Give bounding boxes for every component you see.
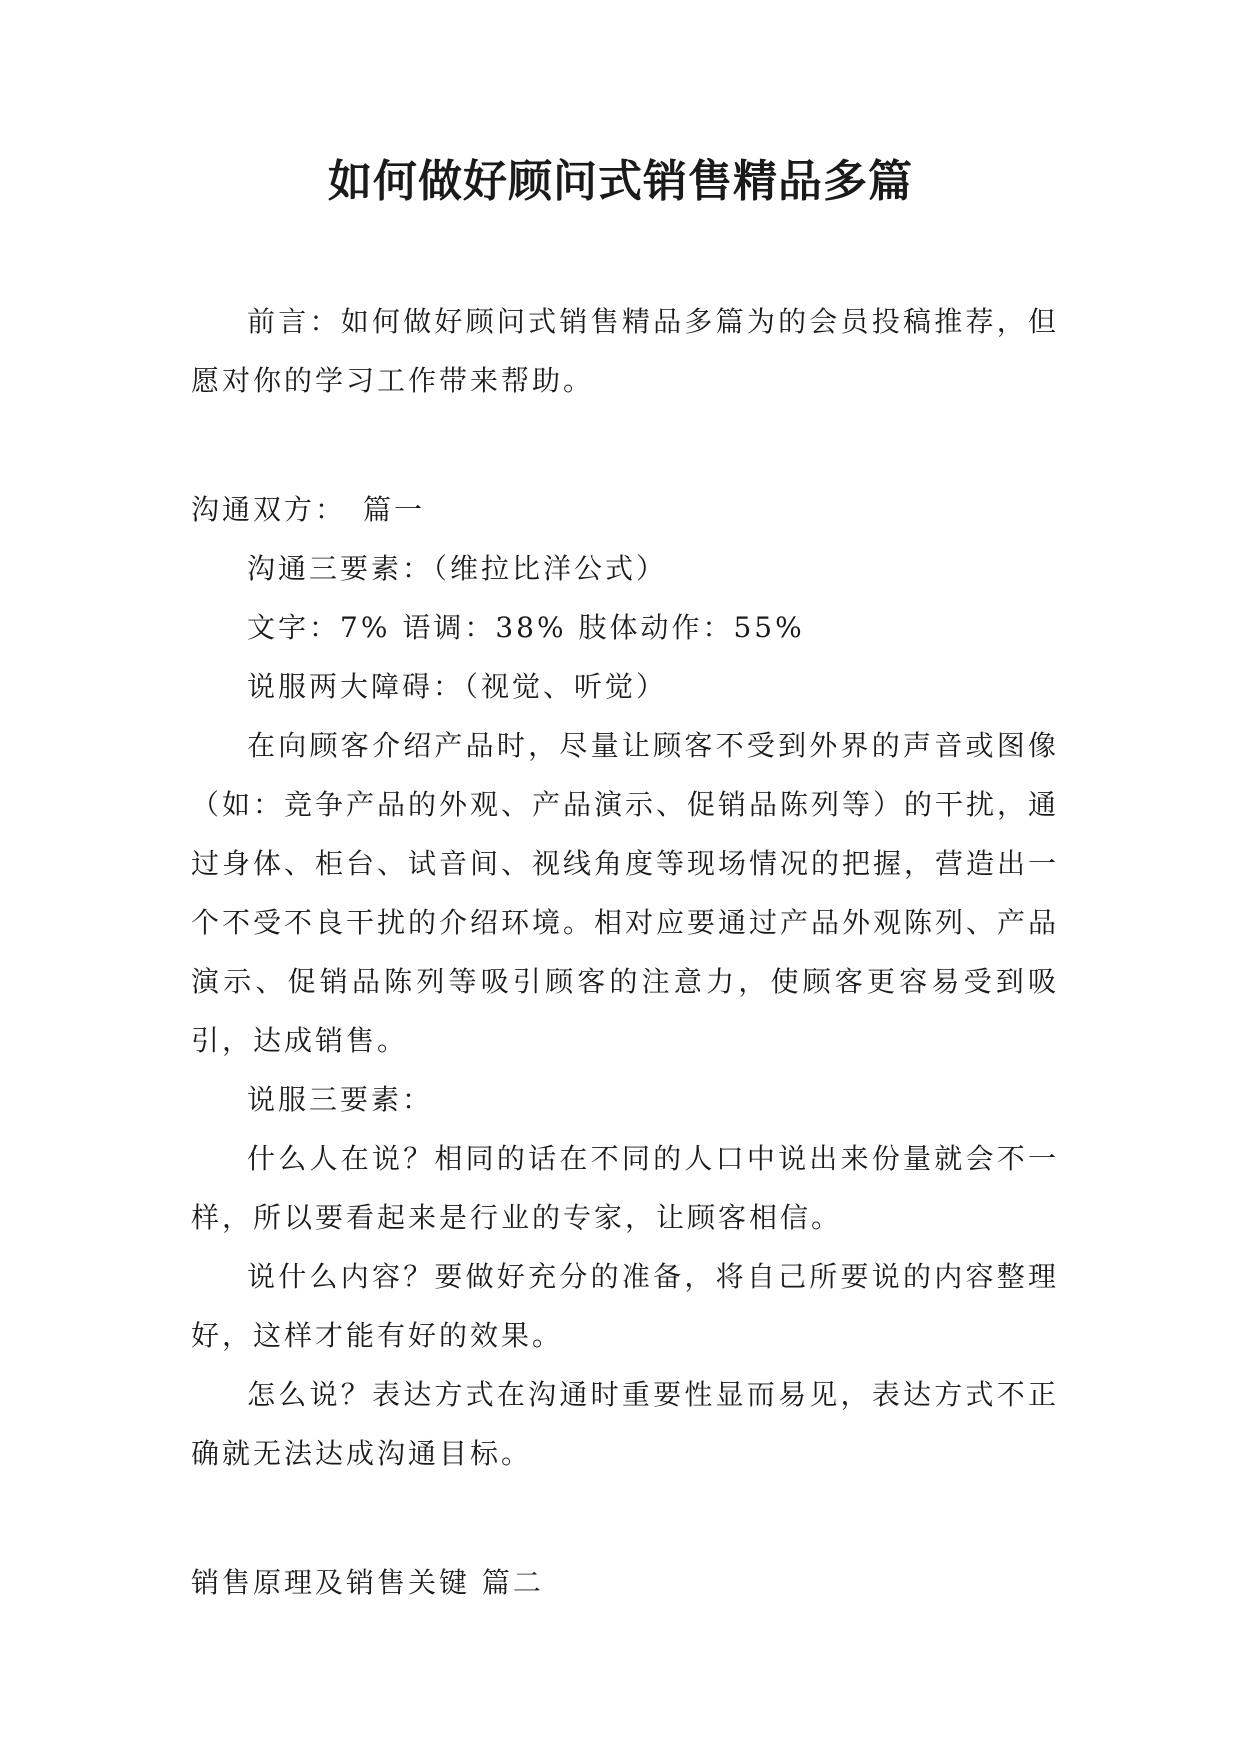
section-heading-1: 沟通双方： 篇一: [191, 493, 426, 526]
paragraph: 说服两大障碍：（视觉、听觉）: [247, 670, 668, 703]
paragraph: 说服三要素：: [247, 1083, 434, 1116]
paragraph: 怎么说？表达方式在沟通时重要性显而易见，表达方式不正确就无法达成沟通目标。: [191, 1378, 1059, 1470]
preface-paragraph: 前言：如何做好顾问式销售精品多篇为的会员投稿推荐，但愿对你的学习工作带来帮助。: [191, 305, 1059, 397]
paragraph: 在向顾客介绍产品时，尽量让顾客不受到外界的声音或图像（如：竞争产品的外观、产品演示、促销品陈列等）的干扰，通过身体、柜台、试音间、视线角度等现场情况的把握，营造出一个不受不良干扰的介绍环境。相对应要通过产品外观陈列、产品演示、促销品陈列等吸引顾客的注意力，使顾客更容易受到吸引，达成销售。: [191, 729, 1060, 1057]
paragraph: 什么人在说？相同的话在不同的人口中说出来份量就会不一样，所以要看起来是行业的专家，让顾客相信。: [191, 1142, 1059, 1234]
document-title: 如何做好顾问式销售精品多篇: [328, 156, 913, 207]
paragraph: 说什么内容？要做好充分的准备，将自己所要说的内容整理好，这样才能有好的效果。: [191, 1260, 1059, 1352]
paragraph: 沟通三要素：（维拉比洋公式）: [247, 552, 668, 585]
section-heading-2: 销售原理及销售关键 篇二: [191, 1566, 544, 1599]
paragraph: 文字：7% 语调：38% 肢体动作：55%: [247, 611, 805, 644]
document-body: [191, 292, 1059, 1612]
